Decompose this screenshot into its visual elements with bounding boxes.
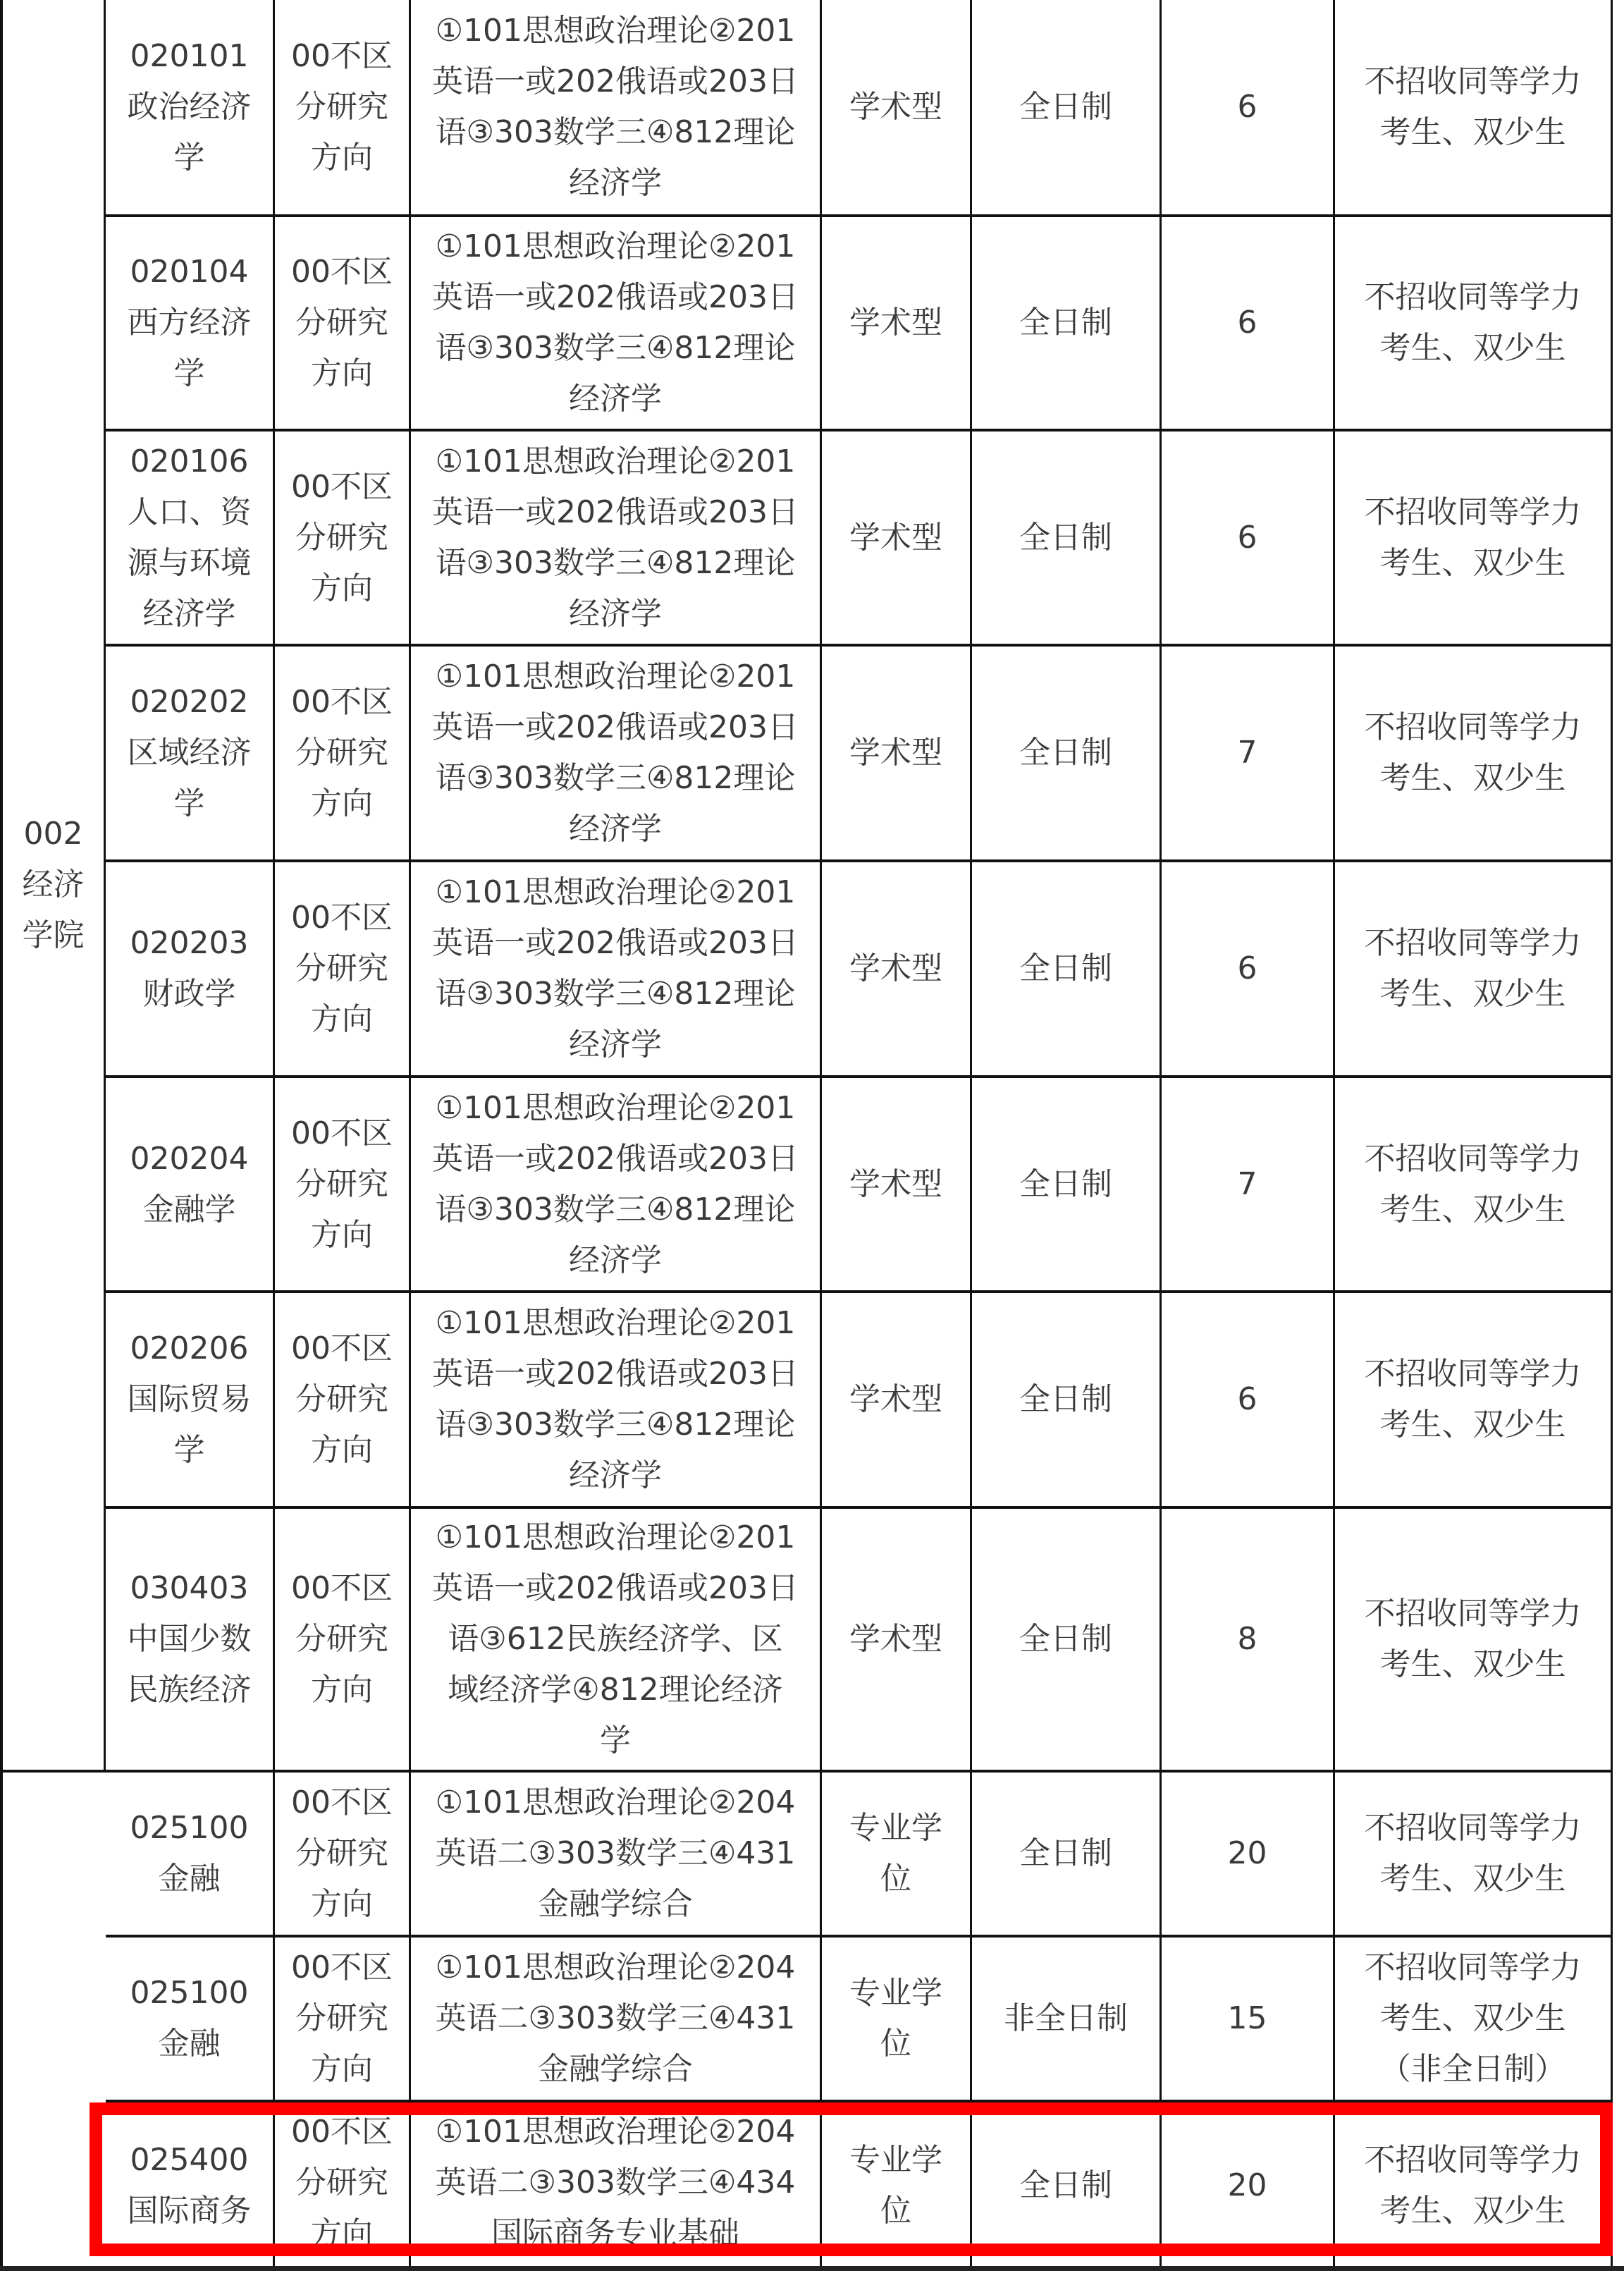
cell-line: 15 [1227,2000,1267,2036]
table-left-border [0,0,3,2271]
cell-line: 金融学综合 [537,1886,693,1922]
quota-cell [1162,1773,1335,1938]
cell-line: 考生、双少生 [1379,330,1566,366]
cell-line: ①101思想政治理论②204 [435,1785,796,1820]
study-mode-cell [972,862,1162,1078]
direction-cell [275,862,411,1078]
cell-line: 金融学综合 [537,2051,693,2087]
cell-line: ①101思想政治理论②201 [435,1305,796,1341]
cell-line: 学院 [22,917,85,953]
department-cell [3,0,106,1773]
cell-line: 经济学 [142,595,236,632]
note-cell [1335,431,1613,647]
cell-line: 不招收同等学力 [1364,1949,1582,1985]
study-mode-cell [972,1509,1162,1773]
cell-line: 00不区 [291,1115,393,1151]
cell-line: 分研究 [295,735,388,771]
cell-line: 学术型 [849,735,942,771]
major-cell [106,1293,275,1509]
cell-line: 西方经济 [127,305,252,341]
cell-line: 专业学 [849,1975,942,2011]
cell-line: 方向 [311,1001,373,1037]
study-mode-cell [972,2102,1162,2271]
exam-subjects-cell [411,1938,822,2102]
cell-line: 020203 [130,925,249,961]
cell-line: ①101思想政治理论②201 [435,443,796,479]
cell-line: 经济学 [569,165,662,201]
quota-cell [1162,1293,1335,1509]
cell-line: 学术型 [849,1381,942,1417]
cell-line: 非全日制 [1004,2000,1128,2036]
cell-line: 考生、双少生 [1379,2192,1566,2229]
cell-line: 分研究 [295,305,388,341]
cell-line: 政治经济 [127,89,252,125]
cell-line: 民族经济 [127,1672,252,1708]
cell-line: 全日制 [1019,2167,1112,2203]
cell-line: ①101思想政治理论②204 [435,1949,796,1985]
major-cell [106,1509,275,1773]
cell-line: 专业学 [849,2141,942,2178]
cell-line: 分研究 [295,2000,388,2036]
cell-line: 全日制 [1019,1165,1112,1202]
cell-line: 考生、双少生 [1379,114,1566,150]
cell-line: 学术型 [849,519,942,556]
cell-line: 020202 [130,684,249,720]
cell-line: 00不区 [291,2114,393,2150]
direction-cell [275,431,411,647]
cell-line: 英语一或202俄语或203日 [432,494,799,530]
exam-subjects-cell [411,1293,822,1509]
major-cell [106,1078,275,1293]
cell-line: 人口、资 [127,494,252,530]
study-mode-cell [972,431,1162,647]
degree-type-cell [822,862,972,1078]
cell-line: 方向 [311,355,373,391]
cell-line: 学术型 [849,89,942,125]
note-cell [1335,1509,1613,1773]
cell-line: 英语一或202俄语或203日 [432,279,799,315]
exam-subjects-cell [411,2102,822,2271]
cell-line: ①101思想政治理论②201 [435,659,796,694]
cell-line: 不招收同等学力 [1364,709,1582,745]
direction-cell [275,0,411,217]
cell-line: 语③303数学三④812理论 [435,114,796,150]
exam-subjects-cell [411,647,822,862]
degree-type-cell [822,1773,972,1938]
cell-line: 国际商务专业基础 [491,2215,739,2251]
cell-line: 国际贸易 [127,1381,252,1417]
cell-line: 分研究 [295,1381,388,1417]
cell-line: 全日制 [1019,1621,1112,1657]
study-mode-cell [972,1293,1162,1509]
cell-line: 不招收同等学力 [1364,1596,1582,1632]
cell-line: 分研究 [295,1165,388,1202]
degree-type-cell [822,647,972,862]
cell-line: 分研究 [295,950,388,986]
note-cell [1335,2102,1613,2271]
cell-line: 财政学 [142,976,236,1012]
study-mode-cell [972,1938,1162,2102]
cell-line: 025100 [130,1975,249,2011]
degree-type-cell [822,0,972,217]
cell-line: 金融 [158,2026,221,2062]
cell-line: 经济学 [569,811,662,847]
major-cell [106,1938,275,2102]
cell-line: 020101 [130,38,249,74]
cell-line: 全日制 [1019,89,1112,125]
cell-line: ①101思想政治理论②201 [435,228,796,264]
note-cell [1335,1773,1613,1938]
cell-line: 全日制 [1019,1835,1112,1871]
cell-line: 语③303数学三④812理论 [435,330,796,366]
major-cell [106,647,275,862]
quota-cell [1162,217,1335,431]
cell-line: 方向 [311,140,373,176]
degree-type-cell [822,217,972,431]
study-mode-cell [972,0,1162,217]
cell-line: 20 [1227,2167,1267,2203]
major-cell [106,217,275,431]
note-cell [1335,1078,1613,1293]
cell-line: ①101思想政治理论②201 [435,1089,796,1126]
quota-cell [1162,0,1335,217]
direction-cell [275,217,411,431]
cell-line: 考生、双少生 [1379,1646,1566,1682]
degree-type-cell [822,1938,972,2102]
cell-line: 区域经济 [127,735,252,771]
cell-line: 不招收同等学力 [1364,1140,1582,1177]
exam-subjects-cell [411,862,822,1078]
cell-line: ①101思想政治理论②201 [435,874,796,910]
cell-line: 020104 [130,254,249,290]
cell-line: 学术型 [849,305,942,341]
cell-line: 源与环境 [127,544,252,581]
cell-line: 域经济学④812理论经济 [448,1672,783,1708]
cell-line: 00不区 [291,1330,393,1366]
major-cell [106,431,275,647]
cell-line: 经济学 [569,1457,662,1493]
cell-line: 00不区 [291,254,393,290]
cell-line: 金融 [158,1861,221,1897]
cell-line: 位 [880,2026,911,2062]
cell-line: 分研究 [295,1835,388,1871]
degree-type-cell [822,431,972,647]
cell-line: 不招收同等学力 [1364,1356,1582,1392]
cell-line: 00不区 [291,1785,393,1820]
cell-line: 英语一或202俄语或203日 [432,1140,799,1177]
cell-line: 不招收同等学力 [1364,494,1582,530]
study-mode-cell [972,1773,1162,1938]
exam-subjects-cell [411,0,822,217]
cell-line: 分研究 [295,2165,388,2200]
cell-line: 方向 [311,2051,373,2087]
cell-line: 8 [1237,1621,1257,1657]
direction-cell [275,1938,411,2102]
cell-line: 020204 [130,1140,249,1177]
quota-cell [1162,647,1335,862]
cell-line: 英语一或202俄语或203日 [432,1356,799,1392]
note-cell [1335,1938,1613,2102]
cell-line: 金融学 [142,1191,236,1228]
study-mode-cell [972,1078,1162,1293]
direction-cell [275,1773,411,1938]
quota-cell [1162,1078,1335,1293]
cell-line: 经济学 [569,595,662,632]
cell-line: 00不区 [291,1570,393,1606]
cell-line: 7 [1237,735,1257,771]
degree-type-cell [822,1509,972,1773]
study-mode-cell [972,217,1162,431]
cell-line: 025400 [130,2141,249,2178]
cell-line: 00不区 [291,38,393,74]
cell-line: 分研究 [295,1621,388,1657]
cell-line: 方向 [311,570,373,606]
cell-line: 语③303数学三④812理论 [435,760,796,796]
quota-cell [1162,862,1335,1078]
cell-line: 不招收同等学力 [1364,2141,1582,2178]
cell-line: 英语一或202俄语或203日 [432,925,799,961]
cell-line: 分研究 [295,89,388,125]
cell-line: 6 [1237,305,1257,341]
cell-line: 英语二③303数学三④431 [435,2000,796,2036]
quota-cell [1162,2102,1335,2271]
cell-line: 分研究 [295,519,388,556]
note-cell [1335,862,1613,1078]
cell-line: 位 [880,1861,911,1897]
cell-line: 不招收同等学力 [1364,63,1582,99]
cell-line: 不招收同等学力 [1364,1810,1582,1846]
direction-cell [275,1078,411,1293]
cell-line: 025100 [130,1810,249,1846]
cell-line: 方向 [311,1886,373,1922]
cell-line: ①101思想政治理论②204 [435,2114,796,2150]
cell-line: 经济学 [569,1027,662,1063]
major-cell [106,1773,275,1938]
cell-line: 6 [1237,519,1257,556]
cell-line: 考生、双少生 [1379,1861,1566,1897]
cell-line: 030403 [130,1570,249,1606]
cell-line: 考生、双少生 [1379,1407,1566,1443]
cell-line: 不招收同等学力 [1364,925,1582,961]
cell-line: 002 [23,816,83,852]
direction-cell [275,1509,411,1773]
cell-line: 考生、双少生 [1379,544,1566,581]
cell-line: 全日制 [1019,305,1112,341]
cell-line: 考生、双少生 [1379,976,1566,1012]
cell-line: 英语一或202俄语或203日 [432,709,799,745]
quota-cell [1162,431,1335,647]
cell-line: 考生、双少生 [1379,760,1566,796]
cell-line: 方向 [311,2215,373,2251]
cell-line: 语③612民族经济学、区 [448,1621,783,1657]
direction-cell [275,647,411,862]
cell-line: 学术型 [849,1165,942,1202]
major-cell [106,862,275,1078]
cell-line: 全日制 [1019,1381,1112,1417]
cell-line: 020206 [130,1330,249,1366]
cell-line: 英语二③303数学三④434 [435,2165,796,2200]
cell-line: 全日制 [1019,950,1112,986]
cell-line: 00不区 [291,1949,393,1985]
cell-line: 020106 [130,443,249,479]
exam-subjects-cell [411,1773,822,1938]
exam-subjects-cell [411,217,822,431]
study-mode-cell [972,647,1162,862]
cell-line: 方向 [311,785,373,821]
cell-line: 全日制 [1019,735,1112,771]
degree-type-cell [822,2102,972,2271]
cell-line: 经济学 [569,381,662,417]
cell-line: 学 [173,785,205,821]
cell-line: 语③303数学三④812理论 [435,544,796,581]
quota-cell [1162,1509,1335,1773]
cell-line: 6 [1237,89,1257,125]
direction-cell [275,1293,411,1509]
cell-line: 00不区 [291,684,393,720]
cell-line: 经济学 [569,1242,662,1278]
cell-line: 英语一或202俄语或203日 [432,1570,799,1606]
major-cell [106,2102,275,2271]
quota-cell [1162,1938,1335,2102]
cell-line: 20 [1227,1835,1267,1871]
cell-line: 学 [173,355,205,391]
cell-line: 国际商务 [127,2192,252,2229]
cell-line: 全日制 [1019,519,1112,556]
direction-cell [275,2102,411,2271]
note-cell [1335,647,1613,862]
note-cell [1335,0,1613,217]
cell-line: 考生、双少生 [1379,2000,1566,2036]
note-cell [1335,1293,1613,1509]
cell-line: 学 [173,140,205,176]
exam-subjects-cell [411,1078,822,1293]
degree-type-cell [822,1293,972,1509]
cell-line: 语③303数学三④812理论 [435,1191,796,1228]
cell-line: 方向 [311,1672,373,1708]
cell-line: 学术型 [849,950,942,986]
cell-line: ①101思想政治理论②201 [435,13,796,49]
degree-type-cell [822,1078,972,1293]
cell-line: ①101思想政治理论②201 [435,1519,796,1555]
note-cell [1335,217,1613,431]
cell-line: 00不区 [291,468,393,505]
cell-line: 考生、双少生 [1379,1191,1566,1228]
exam-subjects-cell [411,1509,822,1773]
cell-line: 语③303数学三④812理论 [435,976,796,1012]
cell-line: 7 [1237,1165,1257,1202]
cell-line: 方向 [311,1432,373,1468]
major-cell [106,0,275,217]
cell-line: 语③303数学三④812理论 [435,1407,796,1443]
cell-line: 中国少数 [127,1621,252,1657]
cell-line: 位 [880,2192,911,2229]
cell-line: 不招收同等学力 [1364,279,1582,315]
cell-line: 6 [1237,1381,1257,1417]
cell-line: 方向 [311,1216,373,1253]
cell-line: 学 [600,1722,631,1758]
cell-line: 专业学 [849,1810,942,1846]
cell-line: 英语一或202俄语或203日 [432,63,799,99]
cell-line: 学 [173,1432,205,1468]
cell-line: 6 [1237,950,1257,986]
table-bottom-border [0,2266,1624,2271]
cell-line: （非全日制） [1379,2051,1566,2087]
cell-line: 经济 [22,867,85,902]
cell-line: 学术型 [849,1621,942,1657]
exam-subjects-cell [411,431,822,647]
cell-line: 英语二③303数学三④431 [435,1835,796,1871]
cell-line: 00不区 [291,900,393,936]
